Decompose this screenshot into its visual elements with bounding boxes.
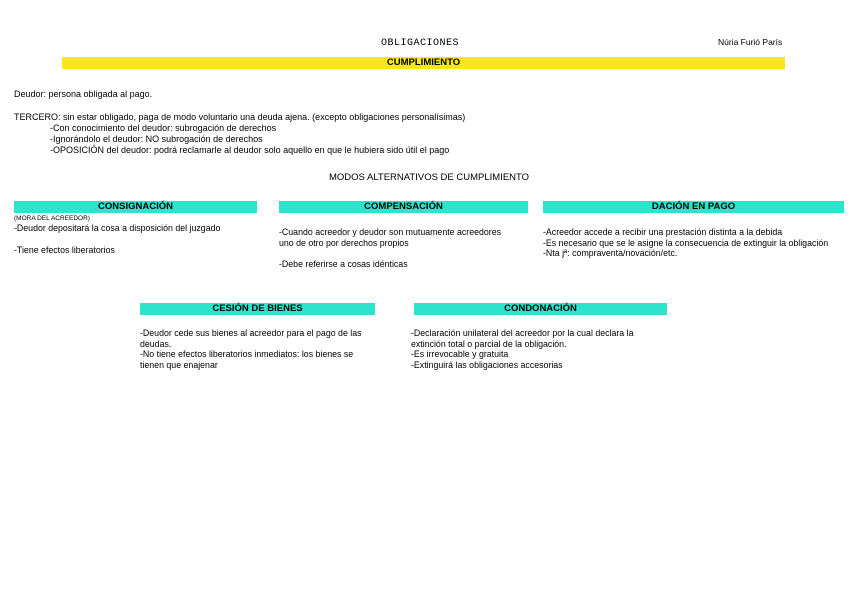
author-name: Núria Furió París (718, 37, 783, 47)
dacion-point: -Nta jª: compraventa/novación/etc. (543, 248, 678, 258)
dacion-header: DACIÓN EN PAGO (543, 201, 844, 213)
condonacion-point: -Declaración unilateral del acreedor por la cual declara la extinción total o parcial de la obligación. (411, 328, 634, 349)
compensacion-body (279, 227, 515, 270)
deudor-definition: Deudor: persona obligada al pago. (14, 89, 153, 99)
modos-heading: MODOS ALTERNATIVOS DE CUMPLIMIENTO (329, 172, 530, 183)
tercero-list (50, 123, 449, 156)
tercero-item: -Con conocimiento del deudor: subrogación de derechos (50, 123, 277, 133)
cesion-point: -Deudor cede sus bienes al acreedor para el pago de las deudas. (140, 328, 362, 349)
document-title: OBLIGACIONES (381, 38, 460, 49)
compensacion-header: COMPENSACIÓN (279, 201, 528, 213)
condonacion-body (411, 328, 669, 370)
dacion-point: -Es necesario que se le asigne la consecuencia de extinguir la obligación (543, 237, 829, 248)
condonacion-header: CONDONACIÓN (414, 303, 667, 315)
condonacion-point: -Extinguirá las obligaciones accesorias (411, 359, 563, 370)
cesion-point: -No tiene efectos liberatorios inmediatos: los bienes se tienen que enajenar (140, 349, 354, 370)
consignacion-point: -Tiene efectos liberatorios (14, 244, 115, 255)
compensacion-point: -Cuando acreedor y deudor son mutuamente acreedores uno de otro por derechos propios (279, 227, 502, 248)
tercero-item: -Ignorándolo el deudor: NO subrogación de derechos (50, 134, 263, 144)
consignacion-point: -Deudor depositará la cosa a disposición del juzgado (14, 223, 221, 233)
dacion-point: -Acreedor accede a recibir una prestación distinta a la debida (543, 227, 783, 237)
tercero-item: -OPOSICIÓN del deudor: podrá reclamarle al deudor solo aquello en que le hubiera sido útil el pago (50, 145, 450, 155)
section-banner: CUMPLIMIENTO (62, 57, 785, 69)
cesion-body (140, 328, 372, 370)
consignacion-header: CONSIGNACIÓN (14, 201, 257, 213)
compensacion-point: -Debe referirse a cosas idénticas (279, 259, 408, 269)
dacion-body (543, 227, 842, 259)
cesion-header: CESIÓN DE BIENES (140, 303, 375, 315)
consignacion-body (14, 223, 246, 255)
tercero-definition: TERCERO: sin estar obligado, paga de modo voluntario una deuda ajena. (excepto obligaciones personalísimas) (14, 112, 466, 122)
condonacion-point: -Es irrevocable y gratuita (411, 349, 509, 359)
consignacion-note: (MORA DEL ACREEDOR) (14, 215, 90, 222)
